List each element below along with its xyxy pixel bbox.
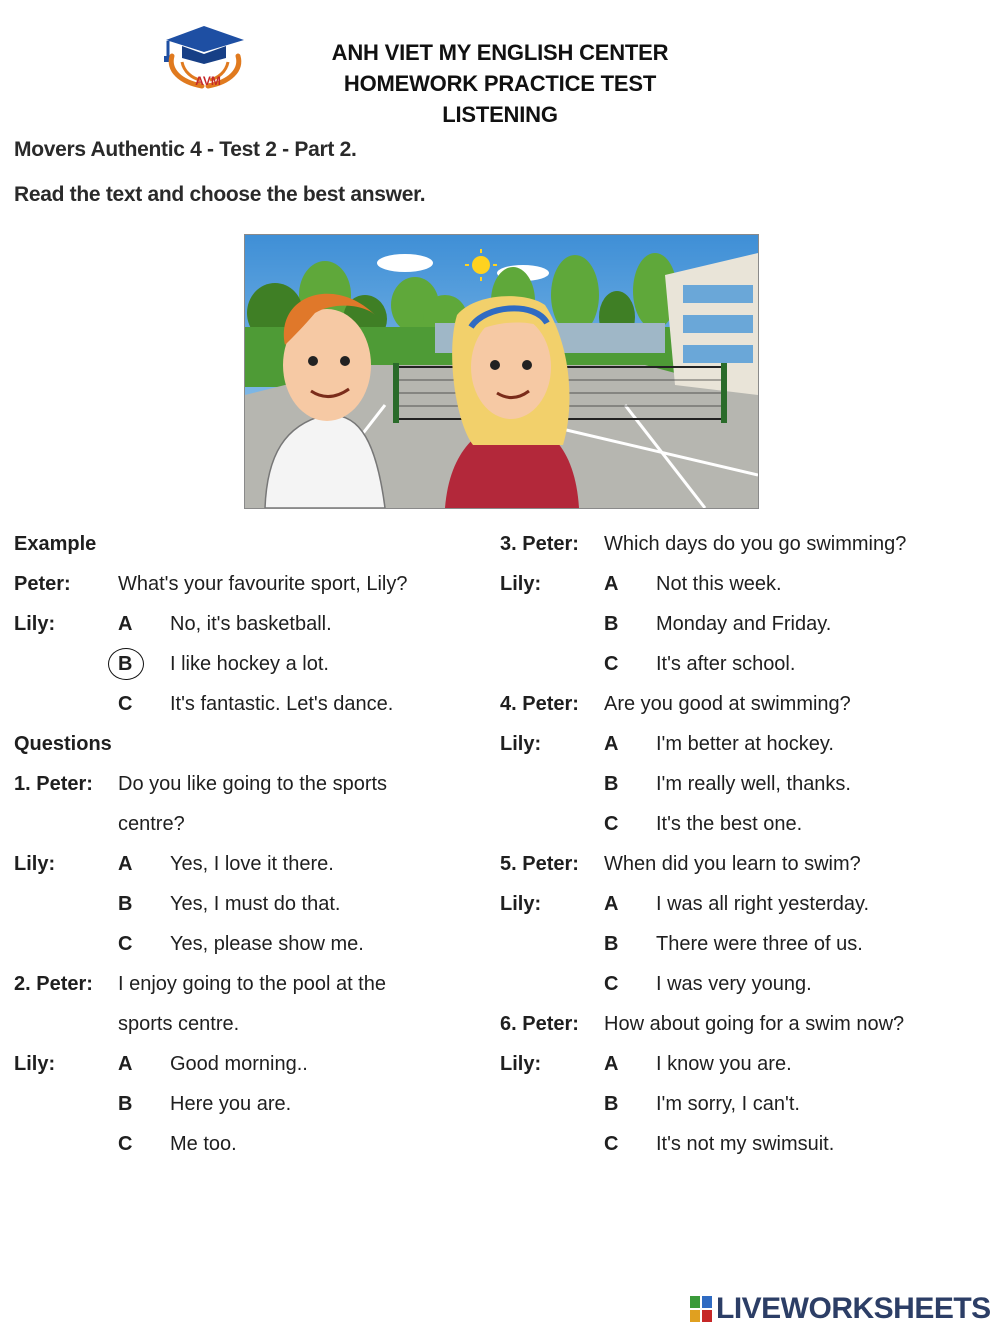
option-text: It's fantastic. Let's dance.	[170, 693, 394, 715]
question-text: centre?	[118, 813, 185, 835]
option-letter[interactable]: C	[118, 1133, 133, 1155]
test-subtitle: Movers Authentic 4 - Test 2 - Part 2.	[14, 138, 357, 161]
option-letter[interactable]: A	[118, 853, 133, 875]
logo-text: AVM	[195, 74, 221, 88]
question-text: Are you good at swimming?	[604, 693, 851, 715]
skill-title: LISTENING	[442, 102, 558, 127]
option-letter: B	[118, 653, 133, 675]
option-text[interactable]: I know you are.	[656, 1053, 792, 1075]
option-text[interactable]: Yes, I must do that.	[170, 893, 341, 915]
question-speaker: 5. Peter:	[500, 853, 579, 875]
question-text: sports centre.	[118, 1013, 240, 1035]
liveworksheets-logo-icon	[690, 1296, 712, 1322]
option-letter[interactable]: A	[604, 893, 619, 915]
option-text: No, it's basketball.	[170, 613, 332, 635]
question-speaker: 4. Peter:	[500, 693, 579, 715]
option-text[interactable]: I'm really well, thanks.	[656, 773, 851, 795]
option-text: I like hockey a lot.	[170, 653, 329, 675]
option-letter[interactable]: B	[118, 1093, 133, 1115]
center-name: ANH VIET MY ENGLISH CENTER	[331, 40, 669, 65]
question-text: I enjoy going to the pool at the	[118, 973, 386, 995]
instruction: Read the text and choose the best answer.	[14, 183, 426, 206]
question-speaker: 6. Peter:	[500, 1013, 579, 1035]
liveworksheets-text: LIVEWORKSHEETS	[716, 1292, 991, 1325]
question-speaker: 1. Peter:	[14, 773, 93, 795]
test-name: HOMEWORK PRACTICE TEST	[343, 71, 657, 96]
option-letter[interactable]: B	[118, 893, 133, 915]
option-letter[interactable]: A	[118, 1053, 133, 1075]
example-speaker: Peter:	[14, 573, 71, 595]
questions-heading: Questions	[14, 733, 112, 755]
option-letter[interactable]: B	[604, 773, 619, 795]
option-text[interactable]: It's after school.	[656, 653, 796, 675]
option-letter[interactable]: B	[604, 933, 619, 955]
question-speaker: 3. Peter:	[500, 533, 579, 555]
option-letter[interactable]: A	[604, 573, 619, 595]
question-text: Do you like going to the sports	[118, 773, 388, 795]
option-letter: A	[118, 613, 133, 635]
option-text[interactable]: It's the best one.	[656, 813, 803, 835]
option-text[interactable]: I was very young.	[656, 973, 812, 995]
option-text[interactable]: Not this week.	[656, 573, 782, 595]
scene-illustration	[244, 234, 759, 509]
option-text[interactable]: Yes, I love it there.	[170, 853, 334, 875]
example-heading: Example	[14, 533, 97, 555]
option-text[interactable]: It's not my swimsuit.	[656, 1133, 835, 1155]
option-letter[interactable]: A	[604, 1053, 619, 1075]
example-responder: Lily:	[14, 613, 56, 635]
question-responder: Lily:	[14, 853, 56, 875]
question-responder: Lily:	[500, 893, 542, 915]
option-text[interactable]: Me too.	[170, 1133, 237, 1155]
example-question: What's your favourite sport, Lily?	[118, 573, 408, 595]
question-responder: Lily:	[500, 1053, 542, 1075]
option-text[interactable]: Good morning..	[170, 1053, 308, 1075]
option-letter: C	[118, 693, 133, 715]
option-text[interactable]: Monday and Friday.	[656, 613, 832, 635]
question-responder: Lily:	[500, 733, 542, 755]
option-text[interactable]: Yes, please show me.	[170, 933, 364, 955]
question-responder: Lily:	[14, 1053, 56, 1075]
option-letter[interactable]: C	[604, 973, 619, 995]
question-text: How about going for a swim now?	[604, 1013, 905, 1035]
option-text[interactable]: I'm sorry, I can't.	[656, 1093, 800, 1115]
option-letter[interactable]: C	[118, 933, 133, 955]
question-text: When did you learn to swim?	[604, 853, 861, 875]
question-speaker: 2. Peter:	[14, 973, 93, 995]
option-text[interactable]: There were three of us.	[656, 933, 863, 955]
option-text[interactable]: I'm better at hockey.	[656, 733, 834, 755]
option-text[interactable]: I was all right yesterday.	[656, 893, 870, 915]
option-letter[interactable]: C	[604, 813, 619, 835]
option-letter[interactable]: C	[604, 1133, 619, 1155]
question-responder: Lily:	[500, 573, 542, 595]
liveworksheets-brand[interactable]	[690, 1292, 991, 1326]
option-letter[interactable]: C	[604, 653, 619, 675]
option-letter[interactable]: B	[604, 1093, 619, 1115]
question-text: Which days do you go swimming?	[604, 533, 907, 555]
option-text[interactable]: Here you are.	[170, 1093, 292, 1115]
option-letter[interactable]: A	[604, 733, 619, 755]
option-letter[interactable]: B	[604, 613, 619, 635]
